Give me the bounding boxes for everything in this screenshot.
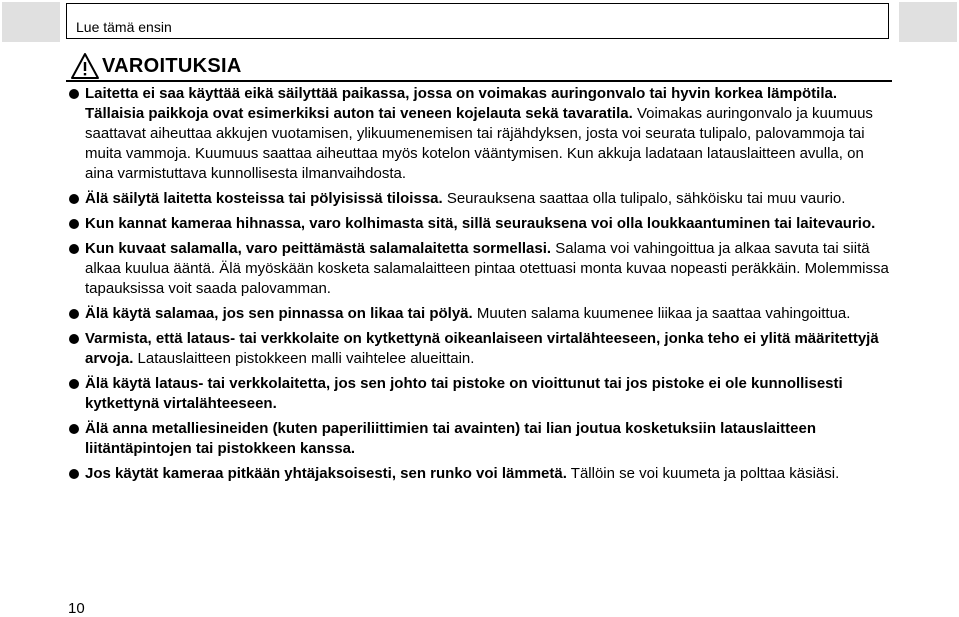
heading-divider	[66, 80, 892, 82]
item-bold-text: Varmista, että lataus- tai verkkolaite on kytkettynä oikeanlaiseen virtalähteeseen, jonka teho ei ylitä määritettyjä arvoja.	[85, 330, 879, 367]
bullet-icon	[69, 424, 79, 434]
list-item	[66, 464, 892, 484]
section-header-text: Lue tämä ensin	[76, 19, 172, 35]
warning-title: VAROITUKSIA	[102, 54, 242, 77]
bullet-icon	[69, 244, 79, 254]
item-text: Seurauksena saattaa olla tulipalo, sähköisku tai muu vaurio.	[442, 190, 846, 207]
warning-list	[66, 84, 892, 489]
item-text: Salama voi vahingoittua ja alkaa savuta tai siitä alkaa kuulua ääntä. Älä myöskään kosketa salamalaitteen pintaa otettuasi monta kuvaa nopeasti peräkkäin. Molemmissa tapauksissa voit saada palovamman.	[85, 240, 889, 297]
warning-heading	[70, 52, 242, 80]
item-bold-text: Älä säilytä laitetta kosteissa tai pölyisissä tiloissa.	[85, 190, 443, 207]
item-text: Tällöin se voi kuumeta ja polttaa käsiäsi.	[566, 465, 840, 482]
bullet-icon	[69, 379, 79, 389]
list-item	[66, 419, 892, 459]
bullet-icon	[69, 219, 79, 229]
item-bold-text: Älä anna metalliesineiden (kuten paperiliittimien tai avainten) tai lian joutua kosketuksiin latauslaitteen liitäntäpintojen tai pistokkeen kanssa.	[85, 420, 817, 457]
list-item	[66, 214, 892, 234]
list-item	[66, 189, 892, 209]
list-item	[66, 374, 892, 414]
item-bold-text: Älä käytä lataus- tai verkkolaitetta, jos sen johto tai pistoke on vioittunut tai jos pistoke ei ole kunnollisesti kytkettynä virtalähteeseen.	[85, 375, 843, 412]
list-item	[66, 239, 892, 299]
page-number: 10	[68, 600, 85, 617]
item-bold-text: Kun kannat kameraa hihnassa, varo kolhimasta sitä, sillä seurauksena voi olla loukkaantuminen tai laitevaurio.	[85, 215, 876, 232]
section-header	[66, 3, 889, 39]
item-text: Latauslaitteen pistokkeen malli vaihtelee alueittain.	[133, 350, 475, 367]
bullet-icon	[69, 309, 79, 319]
bullet-icon	[69, 89, 79, 99]
item-text: Muuten salama kuumenee liikaa ja saattaa vahingoittua.	[472, 305, 851, 322]
bullet-icon	[69, 194, 79, 204]
item-bold-text: Jos käytät kameraa pitkään yhtäjaksoisesti, sen runko voi lämmetä.	[85, 465, 567, 482]
bullet-icon	[69, 334, 79, 344]
bullet-icon	[69, 469, 79, 479]
item-bold-text: Kun kuvaat salamalla, varo peittämästä salamalaitetta sormellasi.	[85, 240, 552, 257]
item-bold-text: Älä käytä salamaa, jos sen pinnassa on likaa tai pölyä.	[85, 305, 473, 322]
list-item	[66, 304, 892, 324]
item-text: Voimakas auringonvalo ja kuumuus saattavat aiheuttaa akkujen vuotamisen, ylikuumenemisen tai räjähdyksen, josta voi seurata tulipalo, palovammoja tai muita vammoja. Kuumuus saattaa aiheuttaa myös kotelon vääntymisen. Kun akkuja ladataan latauslaitteen avulla, on aina varmistuttava kunnollisesta ilmanvaihdosta.	[85, 105, 873, 182]
right-edge-tab	[899, 2, 957, 42]
left-edge-tab	[2, 2, 60, 42]
warning-triangle-icon	[70, 52, 100, 80]
list-item	[66, 84, 892, 184]
list-item	[66, 329, 892, 369]
item-bold-text: Laitetta ei saa käyttää eikä säilyttää paikassa, jossa on voimakas auringonvalo tai hyvin korkea lämpötila. Tällaisia paikkoja ovat esimerkiksi auton tai veneen kojelauta sekä tavaratila.	[85, 85, 838, 122]
